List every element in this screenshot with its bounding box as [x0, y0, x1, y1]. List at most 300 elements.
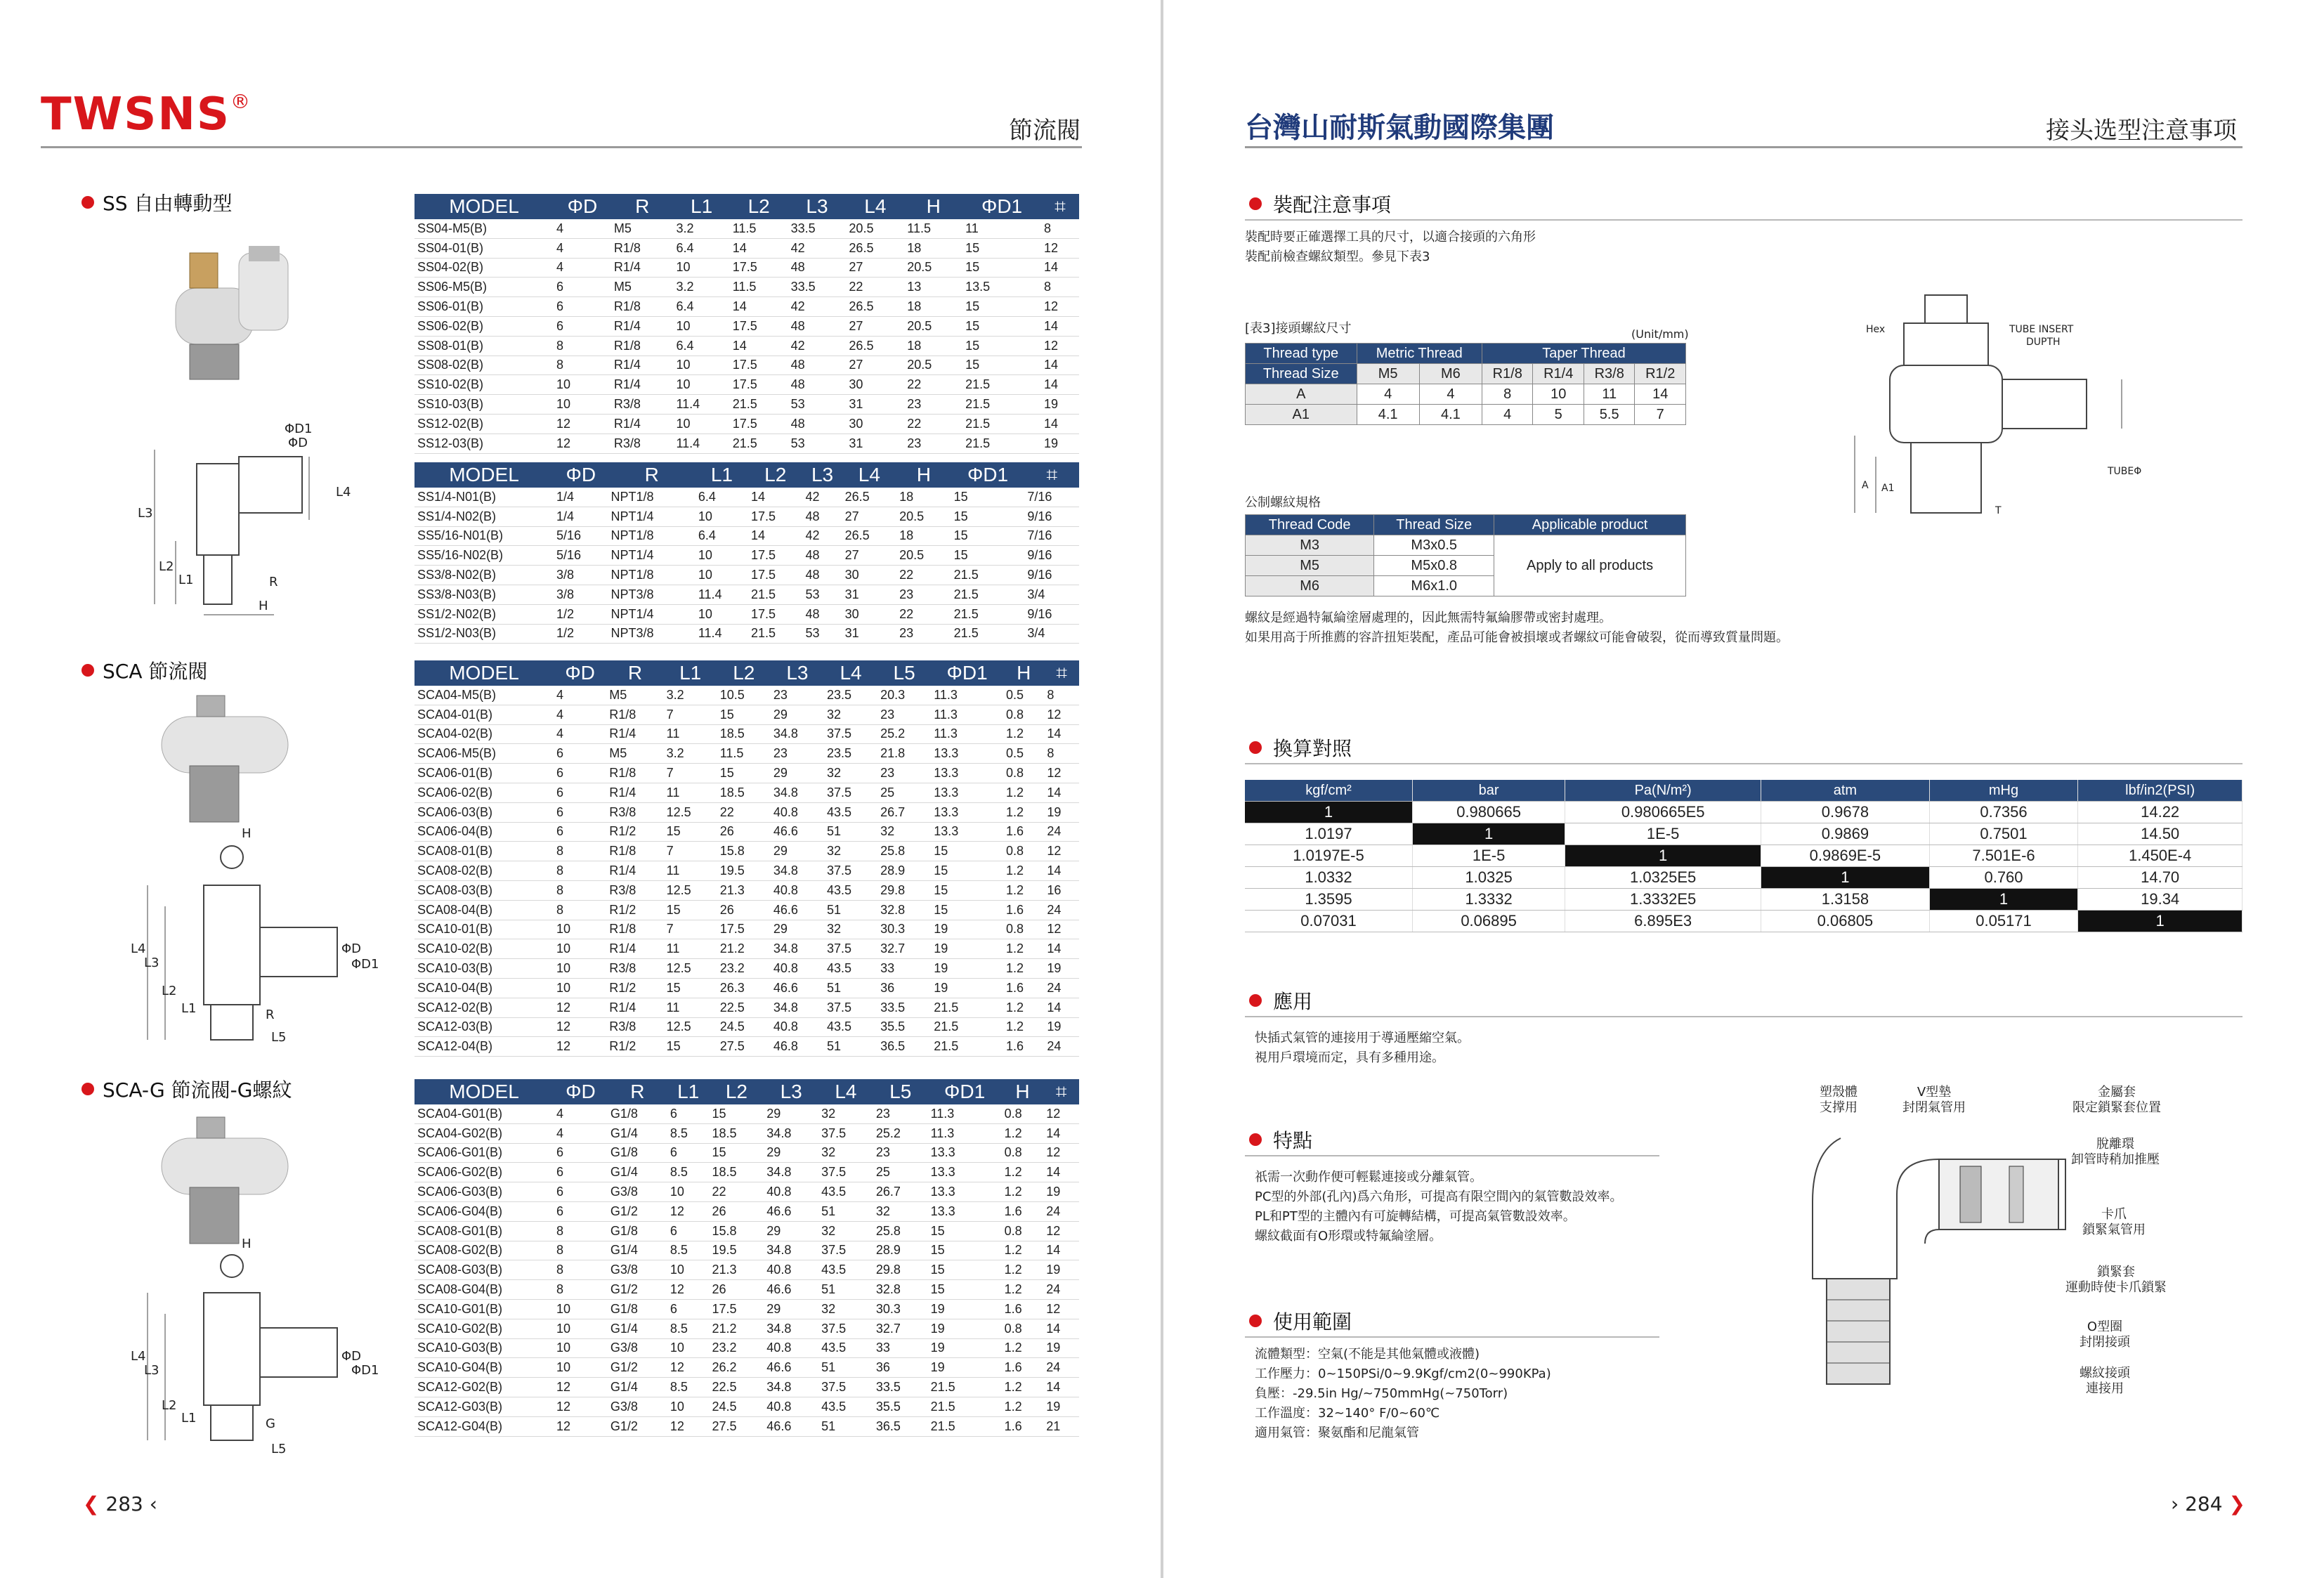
table-row — [414, 880, 1079, 900]
table-cell: 8.5 — [667, 1123, 710, 1143]
table-row — [414, 920, 1079, 939]
table-header: R — [611, 194, 674, 219]
sca-g-dim-label: L4 — [131, 1349, 146, 1364]
table-cell: 22.5 — [710, 1378, 764, 1397]
table-cell: 16 — [1044, 880, 1079, 900]
table-cell: SCA04-G01(B) — [414, 1104, 554, 1123]
table-cell: 12 — [1043, 1299, 1079, 1319]
table-cell: 14 — [1043, 1163, 1079, 1182]
table-cell: 53 — [803, 585, 842, 604]
table-cell: SCA08-G04(B) — [414, 1280, 554, 1300]
table-cell: 3.2 — [673, 219, 729, 238]
table-cell: 24 — [1044, 978, 1079, 998]
conversion-row — [1245, 845, 2243, 867]
table-row — [414, 1358, 1079, 1378]
table-row — [414, 316, 1079, 336]
table-cell: SCA06-G01(B) — [414, 1143, 554, 1163]
table-cell: 14 — [1041, 356, 1079, 375]
table-cell: 32 — [818, 1143, 873, 1163]
table-cell: 13.3 — [931, 783, 1003, 802]
table-cell: 10 — [554, 395, 611, 415]
table-cell: 53 — [803, 624, 842, 644]
table-cell: 14 — [730, 238, 788, 258]
table-cell: SCA08-G03(B) — [414, 1260, 554, 1280]
table-cell: 29 — [764, 1221, 818, 1241]
table-cell: 6 — [554, 783, 606, 802]
table-cell: 8 — [1044, 686, 1079, 705]
conversion-cell: 1 — [1245, 802, 1412, 823]
cell: R1/4 — [1533, 364, 1584, 384]
table-cell: 15 — [962, 297, 1041, 317]
table-row — [414, 1123, 1079, 1143]
conversion-cell: 0.760 — [1929, 867, 2078, 889]
ss-product-photo — [148, 239, 302, 386]
table-cell: 14 — [1044, 998, 1079, 1017]
table-cell: 12 — [554, 1017, 606, 1037]
table-cell: 26 — [717, 822, 771, 842]
table-cell: G1/8 — [608, 1299, 667, 1319]
table-cell: 29.8 — [873, 1260, 928, 1280]
table-cell: 19.5 — [717, 861, 771, 881]
sca-g-dim-label: ΦD1 — [351, 1363, 379, 1378]
table-cell: 1.2 — [1003, 861, 1044, 881]
table-header: L3 — [771, 660, 824, 686]
table-cell: 10 — [696, 507, 748, 526]
table-cell: 32 — [873, 1201, 928, 1221]
ss-dim-label: L2 — [159, 559, 174, 574]
table-cell: 21.5 — [931, 998, 1003, 1017]
table-cell: 9/16 — [1024, 566, 1079, 585]
table-cell: 21.5 — [928, 1378, 1002, 1397]
table-cell: 10 — [673, 356, 729, 375]
table-cell: 4 — [554, 705, 606, 724]
section-sca: SCA 節流閥 — [81, 656, 207, 684]
table-cell: 1.2 — [1002, 1123, 1044, 1143]
table-cell: 8.5 — [667, 1319, 710, 1338]
table-cell: 12 — [1043, 1104, 1079, 1123]
table-cell: 0.8 — [1002, 1143, 1044, 1163]
table-cell: SCA06-G02(B) — [414, 1163, 554, 1182]
table-cell: 1.2 — [1003, 724, 1044, 744]
table-cell: 3/4 — [1024, 585, 1079, 604]
table-cell: 0.8 — [1003, 764, 1044, 783]
fitting-label: Hex — [1866, 324, 1886, 335]
table-cell: 34.8 — [764, 1163, 818, 1182]
sca-g-dim-label: L5 — [271, 1442, 287, 1456]
table-cell: 6.4 — [673, 297, 729, 317]
table-cell: 14 — [1044, 724, 1079, 744]
thread-note: 螺紋是經過特氟綸塗層處理的，因此無需特氟綸膠帶或密封處理。 如果用高于所推薦的容許扭矩裝配，產品可能會被損壞或者螺紋可能會破裂，從而導致質量問題。 — [1245, 611, 1789, 645]
table-cell: 19.5 — [710, 1241, 764, 1260]
table-cell: G3/8 — [608, 1397, 667, 1416]
table-cell: 6 — [554, 278, 611, 297]
table-cell: 6 — [554, 764, 606, 783]
section-conversion: 換算對照 — [1249, 733, 1352, 762]
table-cell: 24.5 — [710, 1397, 764, 1416]
table-cell: 19 — [1043, 1338, 1079, 1358]
table-cell: 28.9 — [873, 1241, 928, 1260]
table-cell: 1.2 — [1003, 939, 1044, 959]
spec-table-sca-g — [414, 1079, 1079, 1437]
conversion-cell: 0.06895 — [1412, 911, 1565, 932]
table-cell: 0.8 — [1003, 705, 1044, 724]
table-cell: 17.5 — [730, 414, 788, 433]
table-cell: 32 — [877, 822, 931, 842]
table-cell: SCA08-01(B) — [414, 842, 554, 861]
table-row — [414, 764, 1079, 783]
table-cell: R1/2 — [606, 978, 663, 998]
table-row — [414, 414, 1079, 433]
table-cell: R1/2 — [606, 900, 663, 920]
section-rule — [1245, 219, 2243, 221]
table-cell: 10 — [667, 1397, 710, 1416]
table-header: MODEL — [414, 462, 554, 488]
table-cell: 13.3 — [931, 744, 1003, 764]
spec-table-ss-npt — [414, 462, 1079, 644]
table-row — [414, 336, 1079, 356]
table-cell: 37.5 — [818, 1123, 873, 1143]
ss-dim-label: R — [269, 575, 278, 589]
table-cell: 31 — [842, 624, 897, 644]
table-cell: 18 — [904, 297, 962, 317]
cutaway-label-metal: 金屬套 限定鎖緊套位置 — [2072, 1085, 2161, 1115]
table-row — [414, 686, 1079, 705]
table-cell: 48 — [803, 566, 842, 585]
table-cell: 5/16 — [554, 526, 608, 546]
table-cell: SCA10-03(B) — [414, 959, 554, 979]
conversion-cell: 1.3332E5 — [1565, 889, 1761, 911]
table-cell: 17.5 — [748, 546, 803, 566]
table-cell: 31 — [846, 395, 904, 415]
table-cell: 11.4 — [696, 624, 748, 644]
table-cell: 11.3 — [931, 686, 1003, 705]
table-cell: G1/2 — [608, 1280, 667, 1300]
table-cell: 19 — [1044, 959, 1079, 979]
conversion-cell: 0.07031 — [1245, 911, 1412, 932]
table-cell: R1/4 — [611, 375, 674, 395]
th-metric: Metric Thread — [1357, 344, 1482, 364]
table-cell: 6.4 — [673, 336, 729, 356]
table-cell: 43.5 — [818, 1338, 873, 1358]
table-cell: 13.3 — [931, 802, 1003, 822]
table-cell: 51 — [818, 1416, 873, 1436]
assembly-text: 裝配時要正確選擇工具的尺寸，以適合接頭的六角形 裝配前檢查螺紋類型。參見下表3 — [1245, 230, 1536, 264]
table-cell: G1/4 — [608, 1319, 667, 1338]
cell: 8 — [1482, 384, 1533, 405]
table-cell: 25.2 — [873, 1123, 928, 1143]
cell: M6x1.0 — [1374, 576, 1494, 596]
table-cell: SCA10-02(B) — [414, 939, 554, 959]
table-cell: 8 — [554, 1280, 608, 1300]
table-cell: 37.5 — [824, 998, 877, 1017]
cell: M3x0.5 — [1374, 535, 1494, 556]
right-page-number: › 284 ❯ — [2171, 1492, 2245, 1515]
table-cell: SS04-M5(B) — [414, 219, 554, 238]
table-cell: 1/4 — [554, 507, 608, 526]
table-cell: R1/8 — [611, 336, 674, 356]
table-cell: NPT3/8 — [608, 585, 696, 604]
table-cell: 14 — [1043, 1241, 1079, 1260]
bullet-dot — [1249, 1315, 1262, 1327]
table-cell: 46.6 — [771, 900, 824, 920]
table-cell: 12 — [554, 998, 606, 1017]
table-cell: 33.5 — [788, 278, 847, 297]
conversion-cell: 14.22 — [2078, 802, 2243, 823]
table-cell: 40.8 — [771, 1017, 824, 1037]
cell: 4 — [1482, 405, 1533, 425]
table-row — [414, 959, 1079, 979]
table-cell: SCA08-G01(B) — [414, 1221, 554, 1241]
table-cell: 15 — [664, 822, 717, 842]
table-cell: R1/4 — [606, 998, 663, 1017]
table-cell: SS06-02(B) — [414, 316, 554, 336]
table-row — [414, 744, 1079, 764]
table-cell: R1/4 — [611, 414, 674, 433]
table-cell: 15 — [951, 546, 1025, 566]
table-cell: 22 — [717, 802, 771, 822]
range-text: 流體類型：空氣(不能是其他氣體或液體) 工作壓力：0~150PSi/0~9.9Kgf/cm2(0~990KPa) 負壓：-29.5in Hg/~750mmHg(~750Torr) 工作溫度：32~140° F/0~60℃ 適用氣管：聚氨酯和尼龍氣管 — [1255, 1347, 1551, 1440]
cell: 4 — [1419, 384, 1482, 405]
table-cell: 12 — [554, 1037, 606, 1057]
table-row — [414, 1416, 1079, 1436]
table-cell: 1/2 — [554, 624, 608, 644]
table-cell: 30.3 — [873, 1299, 928, 1319]
table-cell: NPT1/8 — [608, 488, 696, 507]
conversion-header: bar — [1412, 780, 1565, 802]
table-cell: 12 — [667, 1358, 710, 1378]
table-cell: 11.4 — [696, 585, 748, 604]
table-cell: 1/2 — [554, 604, 608, 624]
table-cell: 21.5 — [951, 604, 1025, 624]
table-cell: R1/4 — [606, 861, 663, 881]
table-cell: 6 — [554, 1201, 608, 1221]
table-cell: R3/8 — [606, 802, 663, 822]
table-cell: SCA12-04(B) — [414, 1037, 554, 1057]
table-cell: 24 — [1044, 900, 1079, 920]
bullet-dot — [81, 1083, 94, 1095]
table-cell: 26.5 — [846, 238, 904, 258]
table-cell: SS06-M5(B) — [414, 278, 554, 297]
table-cell: 48 — [803, 546, 842, 566]
table-cell: 7 — [664, 764, 717, 783]
table-cell: 33 — [873, 1338, 928, 1358]
th-size: Thread Size — [1246, 364, 1357, 384]
table-cell: 37.5 — [818, 1378, 873, 1397]
table-cell: 21 — [1043, 1416, 1079, 1436]
table-cell: SCA04-M5(B) — [414, 686, 554, 705]
cell: M6 — [1246, 576, 1374, 596]
table-cell: 19 — [928, 1319, 1002, 1338]
table-cell: 22 — [904, 414, 962, 433]
table-cell: 26 — [710, 1280, 764, 1300]
table-cell: R1/8 — [606, 920, 663, 939]
table-cell: 13.3 — [928, 1182, 1002, 1202]
conversion-header: atm — [1761, 780, 1930, 802]
table-cell: 8 — [554, 861, 606, 881]
th-size: Thread Size — [1374, 515, 1494, 535]
table-cell: NPT1/4 — [608, 546, 696, 566]
table-cell: 1.6 — [1002, 1416, 1044, 1436]
conversion-cell: 0.7501 — [1929, 823, 2078, 845]
table-cell: 10 — [673, 375, 729, 395]
table-row — [414, 258, 1079, 278]
table-cell: 12 — [1043, 1221, 1079, 1241]
left-header-rule — [41, 146, 1082, 148]
ss-dim-label: L4 — [336, 485, 351, 500]
cell: 5.5 — [1584, 405, 1634, 425]
table-cell: SCA08-02(B) — [414, 861, 554, 881]
table-cell: 23 — [877, 705, 931, 724]
table-cell: 4 — [554, 238, 611, 258]
table-cell: 6 — [667, 1299, 710, 1319]
table-cell: 26 — [710, 1201, 764, 1221]
table-cell: 11 — [664, 861, 717, 881]
table-cell: 20.5 — [846, 219, 904, 238]
table-cell: 15 — [710, 1143, 764, 1163]
table-cell: SS12-03(B) — [414, 433, 554, 453]
table-header: L4 — [824, 660, 877, 686]
table-cell: 14 — [1041, 316, 1079, 336]
table-row — [414, 507, 1079, 526]
table-cell: 40.8 — [764, 1397, 818, 1416]
table-cell: SCA06-03(B) — [414, 802, 554, 822]
right-header-title: 接头选型注意事项 — [2046, 117, 2237, 145]
cutaway-label-oring: O型圈 封閉接頭 — [2080, 1319, 2130, 1350]
metric-caption: 公制螺紋規格 — [1245, 495, 1321, 510]
table-cell: 0.8 — [1002, 1319, 1044, 1338]
table-cell: 9/16 — [1024, 507, 1079, 526]
bullet-dot — [1249, 1133, 1262, 1146]
twsns-logo: TWSNS® — [41, 89, 252, 141]
cell: R1/8 — [1482, 364, 1533, 384]
bullet-dot — [1249, 994, 1262, 1007]
cell: M5 — [1357, 364, 1419, 384]
cell: M5 — [1246, 556, 1374, 576]
conversion-cell: 1.0332 — [1245, 867, 1412, 889]
table-cell: 21.2 — [710, 1319, 764, 1338]
cell: R3/8 — [1584, 364, 1634, 384]
table-cell: 13.3 — [931, 764, 1003, 783]
table-cell: 15 — [664, 1037, 717, 1057]
conversion-table — [1245, 780, 2243, 932]
table-cell: 24 — [1044, 822, 1079, 842]
table-header: L2 — [710, 1079, 764, 1104]
cell: 14 — [1635, 384, 1686, 405]
table-cell: 4 — [554, 1123, 608, 1143]
table-cell: 48 — [788, 258, 847, 278]
table-cell: 42 — [803, 488, 842, 507]
table-cell: 8 — [554, 1260, 608, 1280]
page-spine — [1161, 0, 1163, 1578]
table-cell: SS1/2-N03(B) — [414, 624, 554, 644]
conversion-cell: 0.05171 — [1929, 911, 2078, 932]
table-cell: 10 — [554, 978, 606, 998]
table-cell: SS5/16-N02(B) — [414, 546, 554, 566]
table-cell: 14 — [730, 336, 788, 356]
table-cell: 6.4 — [673, 238, 729, 258]
table-cell: 15 — [962, 336, 1041, 356]
table-cell: 12 — [554, 414, 611, 433]
ss-dimension-drawing — [133, 422, 358, 618]
table-cell: 27 — [846, 258, 904, 278]
table-cell: 42 — [788, 238, 847, 258]
table-cell: 3/4 — [1024, 624, 1079, 644]
table-cell: SCA12-G04(B) — [414, 1416, 554, 1436]
sca-dim-label: H — [242, 826, 252, 841]
table-cell: R1/2 — [606, 1037, 663, 1057]
section-range: 使用範圍 — [1249, 1307, 1352, 1335]
table-cell: 14 — [748, 526, 803, 546]
conversion-cell: 19.34 — [2078, 889, 2243, 911]
table-cell: 31 — [842, 585, 897, 604]
table-cell: SCA06-G04(B) — [414, 1201, 554, 1221]
table-cell: 12 — [554, 433, 611, 453]
conversion-row — [1245, 889, 2243, 911]
table-row — [414, 724, 1079, 744]
table-cell: 14 — [1041, 375, 1079, 395]
table-cell: 51 — [824, 1037, 877, 1057]
table-cell: 0.5 — [1003, 686, 1044, 705]
table-row — [414, 219, 1079, 238]
table-cell: 22 — [896, 604, 951, 624]
table-cell: 37.5 — [818, 1319, 873, 1338]
table-cell: 6 — [554, 822, 606, 842]
ss-dim-label: H — [259, 599, 268, 613]
table-cell: 43.5 — [824, 1017, 877, 1037]
table-cell: G1/4 — [608, 1241, 667, 1260]
table-cell: M5 — [611, 219, 674, 238]
table-cell: 32.7 — [873, 1319, 928, 1338]
table-cell: 24 — [1043, 1358, 1079, 1378]
table-cell: 1.6 — [1002, 1299, 1044, 1319]
table-cell: R3/8 — [611, 433, 674, 453]
table-cell: 10 — [554, 920, 606, 939]
fitting-label: DUPTH — [2026, 337, 2061, 348]
table-cell: 26 — [717, 900, 771, 920]
table-cell: SCA10-G02(B) — [414, 1319, 554, 1338]
table-cell: 12 — [554, 1378, 608, 1397]
table-cell: 3.2 — [673, 278, 729, 297]
table-row — [414, 1163, 1079, 1182]
conversion-cell: 1E-5 — [1565, 823, 1761, 845]
table-cell: 19 — [931, 920, 1003, 939]
conversion-cell: 0.7356 — [1929, 802, 2078, 823]
th-applicable: Applicable product — [1494, 515, 1686, 535]
bullet-dot — [81, 664, 94, 677]
bullet-dot — [1249, 197, 1262, 210]
table-cell: 10 — [554, 1358, 608, 1378]
brand-title: 台灣山耐斯氣動國際集團 — [1245, 112, 1554, 144]
cell: A1 — [1246, 405, 1357, 425]
table-cell: 46.6 — [771, 822, 824, 842]
table-cell: SCA08-03(B) — [414, 880, 554, 900]
table-cell: G1/2 — [608, 1416, 667, 1436]
table-cell: 21.5 — [748, 624, 803, 644]
table-cell: 19 — [928, 1338, 1002, 1358]
table-cell: 27 — [846, 356, 904, 375]
conversion-cell: 0.9678 — [1761, 802, 1930, 823]
table-cell: SS1/4-N01(B) — [414, 488, 554, 507]
cell: 4.1 — [1357, 405, 1419, 425]
table-header: L3 — [788, 194, 847, 219]
table-cell: 29 — [771, 842, 824, 861]
table-cell: 9/16 — [1024, 604, 1079, 624]
table-cell: 11.3 — [931, 724, 1003, 744]
table-cell: 32 — [824, 705, 877, 724]
table-cell: 14 — [1044, 861, 1079, 881]
table-cell: 18 — [896, 526, 951, 546]
table-cell: 8 — [1044, 744, 1079, 764]
